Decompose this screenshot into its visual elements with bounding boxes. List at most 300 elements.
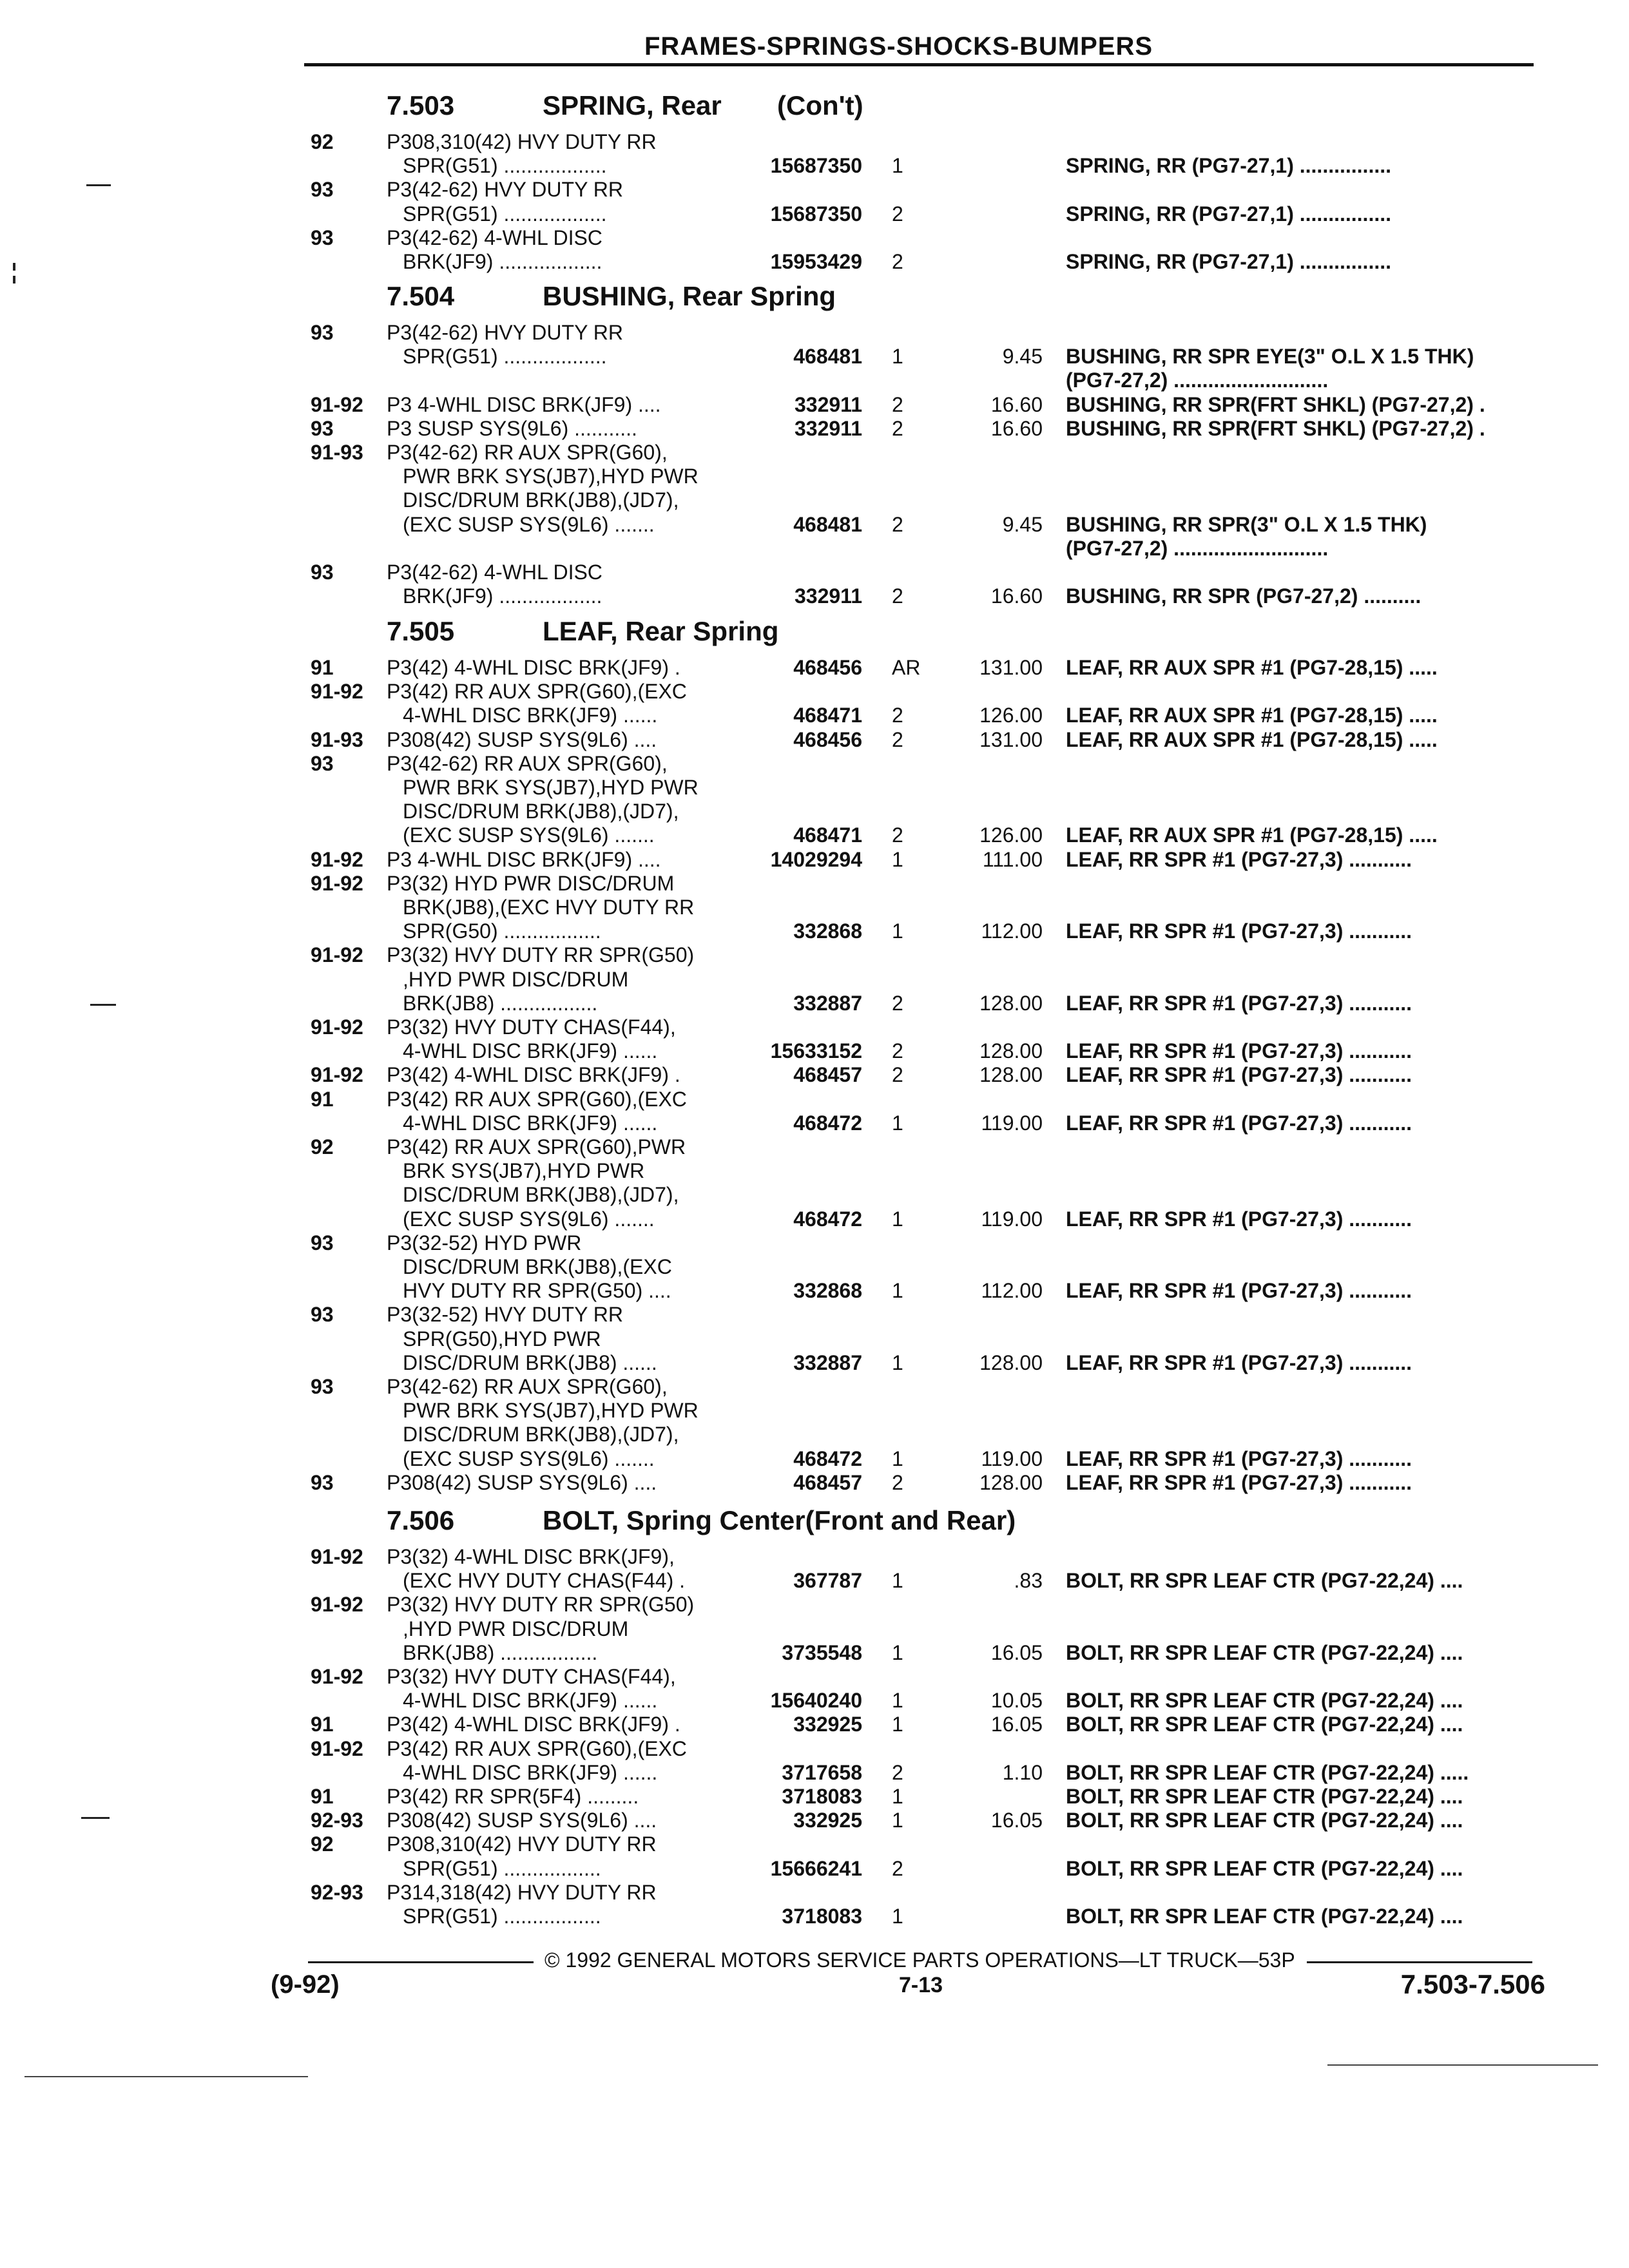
model-year: 91-92 xyxy=(311,848,363,871)
description: LEAF, RR SPR #1 (PG7-27,3) ........... xyxy=(1066,1039,1412,1062)
section-number: 7.503 xyxy=(387,90,455,120)
quantity: 1 xyxy=(892,1447,903,1470)
model-year: 91 xyxy=(311,656,334,679)
part-line xyxy=(0,943,1629,968)
model-year: 92-93 xyxy=(311,1809,363,1832)
model-year: 93 xyxy=(311,417,334,440)
application: P3(32) HVY DUTY RR SPR(G50) xyxy=(387,1593,695,1616)
model-year: 91-92 xyxy=(311,1665,363,1688)
application: (EXC SUSP SYS(9L6) ....... xyxy=(403,1447,655,1470)
price: 16.60 xyxy=(990,417,1043,440)
application: P3(42) 4-WHL DISC BRK(JF9) . xyxy=(387,656,680,679)
part-number: 332887 xyxy=(793,992,862,1015)
model-year: 93 xyxy=(311,561,334,584)
quantity: AR xyxy=(892,656,921,679)
quantity: 1 xyxy=(892,1207,903,1231)
description: BOLT, RR SPR LEAF CTR (PG7-22,24) .... xyxy=(1066,1905,1463,1928)
application: P3(32) HYD PWR DISC/DRUM xyxy=(387,872,675,895)
part-line xyxy=(0,1303,1629,1327)
part-number: 468472 xyxy=(793,1207,862,1231)
application: ,HYD PWR DISC/DRUM xyxy=(403,968,629,991)
price: 128.00 xyxy=(979,1039,1043,1062)
description: LEAF, RR SPR #1 (PG7-27,3) ........... xyxy=(1066,1063,1412,1086)
model-year: 93 xyxy=(311,226,334,249)
application: P3(32) 4-WHL DISC BRK(JF9), xyxy=(387,1545,675,1568)
application: P308,310(42) HVY DUTY RR xyxy=(387,1832,657,1856)
application: PWR BRK SYS(JB7),HYD PWR xyxy=(403,776,699,799)
quantity: 1 xyxy=(892,154,903,177)
application: P3(32-52) HYD PWR xyxy=(387,1231,582,1254)
application: P3(32) HVY DUTY RR SPR(G50) xyxy=(387,943,695,966)
section-number: 7.504 xyxy=(387,281,455,311)
price: 112.00 xyxy=(981,919,1043,943)
part-line xyxy=(0,1881,1629,1905)
part-line xyxy=(0,584,1629,609)
part-line xyxy=(0,968,1629,992)
price: 1.10 xyxy=(1002,1761,1043,1784)
application: SPR(G51) .................. xyxy=(403,202,607,226)
price: 128.00 xyxy=(979,1063,1043,1086)
application: SPR(G51) .................. xyxy=(403,345,607,368)
application: P3(32-52) HVY DUTY RR xyxy=(387,1303,623,1326)
part-line xyxy=(0,1063,1629,1088)
application: 4-WHL DISC BRK(JF9) ...... xyxy=(403,1761,658,1784)
quantity: 1 xyxy=(892,1689,903,1712)
application: P3(42) RR AUX SPR(G60),(EXC xyxy=(387,1737,687,1760)
application: DISC/DRUM BRK(JB8),(JD7), xyxy=(403,1423,679,1446)
quantity: 1 xyxy=(892,1785,903,1808)
part-line xyxy=(0,800,1629,824)
model-year: 91-93 xyxy=(311,728,363,751)
application: SPR(G51) ................. xyxy=(403,1857,601,1880)
part-number: 332925 xyxy=(793,1713,862,1736)
application: P3(42-62) 4-WHL DISC xyxy=(387,561,602,584)
price: 112.00 xyxy=(981,1279,1043,1302)
part-line xyxy=(0,345,1629,369)
description: BUSHING, RR SPR(FRT SHKL) (PG7-27,2) . xyxy=(1066,417,1485,440)
footer-copyright: © 1992 GENERAL MOTORS SERVICE PARTS OPERATIONS—LT TRUCK—53P xyxy=(545,1948,1295,1972)
price: 16.05 xyxy=(990,1809,1043,1832)
price: 131.00 xyxy=(979,656,1043,679)
description: BOLT, RR SPR LEAF CTR (PG7-22,24) ..... xyxy=(1066,1761,1469,1784)
part-line xyxy=(0,1447,1629,1472)
application: SPR(G51) ................. xyxy=(403,1905,601,1928)
application: BRK(JB8) ................. xyxy=(403,992,598,1015)
part-line xyxy=(0,1593,1629,1617)
application: ,HYD PWR DISC/DRUM xyxy=(403,1617,629,1640)
price: 111.00 xyxy=(982,848,1043,871)
quantity: 2 xyxy=(892,823,903,847)
application: BRK(JF9) .................. xyxy=(403,250,602,273)
quantity: 2 xyxy=(892,202,903,226)
application: P308(42) SUSP SYS(9L6) .... xyxy=(387,1809,657,1832)
description: LEAF, RR SPR #1 (PG7-27,3) ........... xyxy=(1066,1351,1412,1374)
part-line xyxy=(0,896,1629,920)
application: BRK(JB8),(EXC HVY DUTY RR xyxy=(403,896,695,919)
part-number: 14029294 xyxy=(770,848,862,871)
price: 128.00 xyxy=(979,992,1043,1015)
part-line xyxy=(0,1015,1629,1040)
part-line xyxy=(0,728,1629,753)
part-number: 468457 xyxy=(793,1063,862,1086)
application: 4-WHL DISC BRK(JF9) ...... xyxy=(403,1039,658,1062)
application: P314,318(42) HVY DUTY RR xyxy=(387,1881,657,1904)
footer-section-range: 7.503-7.506 xyxy=(1400,1969,1545,1999)
quantity: 1 xyxy=(892,345,903,368)
quantity: 1 xyxy=(892,848,903,871)
model-year: 91-92 xyxy=(311,1737,363,1760)
quantity: 1 xyxy=(892,1905,903,1928)
description: BOLT, RR SPR LEAF CTR (PG7-22,24) .... xyxy=(1066,1641,1463,1664)
section-title: SPRING, Rear xyxy=(543,90,722,120)
footer-date: (9-92) xyxy=(271,1970,340,1999)
application: P3(42-62) HVY DUTY RR xyxy=(387,178,623,201)
part-number: 468471 xyxy=(793,704,862,727)
part-line xyxy=(0,1327,1629,1352)
price: 10.05 xyxy=(990,1689,1043,1712)
description: (PG7-27,2) ........................... xyxy=(1066,537,1329,560)
model-year: 91-93 xyxy=(311,441,363,464)
application: P3(42) RR AUX SPR(G60),PWR xyxy=(387,1135,686,1158)
part-line xyxy=(0,1761,1629,1785)
part-number: 468471 xyxy=(793,823,862,847)
description: BOLT, RR SPR LEAF CTR (PG7-22,24) .... xyxy=(1066,1809,1463,1832)
quantity: 2 xyxy=(892,992,903,1015)
application: SPR(G51) .................. xyxy=(403,154,607,177)
part-line xyxy=(0,1545,1629,1570)
application: PWR BRK SYS(JB7),HYD PWR xyxy=(403,1399,699,1422)
part-number: 367787 xyxy=(793,1569,862,1592)
part-line xyxy=(0,1159,1629,1184)
part-number: 15666241 xyxy=(770,1857,862,1880)
part-line xyxy=(0,1471,1629,1495)
quantity: 2 xyxy=(892,1039,903,1062)
application: (EXC SUSP SYS(9L6) ....... xyxy=(403,513,655,536)
footer-page-number: 7-13 xyxy=(899,1973,943,1997)
model-year: 93 xyxy=(311,1375,334,1398)
application: BRK(JB8) ................. xyxy=(403,1641,598,1664)
part-line xyxy=(0,1183,1629,1207)
part-line xyxy=(0,680,1629,704)
model-year: 92 xyxy=(311,130,334,153)
part-number: 15640240 xyxy=(770,1689,862,1712)
part-number: 15687350 xyxy=(770,154,862,177)
part-line xyxy=(0,1857,1629,1881)
part-number: 3717658 xyxy=(782,1761,862,1784)
quantity: 2 xyxy=(892,513,903,536)
section-heading xyxy=(0,1505,1629,1539)
part-line xyxy=(0,226,1629,251)
part-line xyxy=(0,465,1629,489)
model-year: 93 xyxy=(311,178,334,201)
quantity: 1 xyxy=(892,1713,903,1736)
price: .83 xyxy=(1014,1569,1043,1592)
part-line xyxy=(0,704,1629,728)
part-line xyxy=(0,992,1629,1016)
model-year: 93 xyxy=(311,321,334,344)
section-number: 7.506 xyxy=(387,1505,455,1535)
model-year: 92 xyxy=(311,1135,334,1158)
part-line xyxy=(0,1088,1629,1112)
description: BOLT, RR SPR LEAF CTR (PG7-22,24) .... xyxy=(1066,1785,1463,1808)
description: LEAF, RR SPR #1 (PG7-27,3) ........... xyxy=(1066,1207,1412,1231)
part-line xyxy=(0,1207,1629,1232)
part-line xyxy=(0,1785,1629,1809)
part-line xyxy=(0,1569,1629,1593)
model-year: 93 xyxy=(311,1471,334,1494)
model-year: 91 xyxy=(311,1713,334,1736)
price: 131.00 xyxy=(979,728,1043,751)
price: 126.00 xyxy=(979,704,1043,727)
application: (EXC SUSP SYS(9L6) ....... xyxy=(403,823,655,847)
part-number: 15953429 xyxy=(770,250,862,273)
part-line xyxy=(0,1713,1629,1737)
description: BUSHING, RR SPR EYE(3" O.L X 1.5 THK) xyxy=(1066,345,1474,368)
description: BUSHING, RR SPR (PG7-27,2) .......... xyxy=(1066,584,1422,608)
model-year: 91-92 xyxy=(311,1015,363,1039)
part-number: 332911 xyxy=(794,393,862,416)
quantity: 1 xyxy=(892,1809,903,1832)
part-number: 468481 xyxy=(793,345,862,368)
application: BRK(JF9) .................. xyxy=(403,584,602,608)
description: LEAF, RR AUX SPR #1 (PG7-28,15) ..... xyxy=(1066,704,1438,727)
part-line xyxy=(0,1399,1629,1423)
application: SPR(G50),HYD PWR xyxy=(403,1327,601,1350)
application: P3 4-WHL DISC BRK(JF9) .... xyxy=(387,848,661,871)
quantity: 1 xyxy=(892,1569,903,1592)
part-line xyxy=(0,417,1629,441)
description: BOLT, RR SPR LEAF CTR (PG7-22,24) .... xyxy=(1066,1569,1463,1592)
model-year: 93 xyxy=(311,1231,334,1254)
model-year: 93 xyxy=(311,752,334,775)
description: LEAF, RR SPR #1 (PG7-27,3) ........... xyxy=(1066,1471,1412,1494)
application: P3 4-WHL DISC BRK(JF9) .... xyxy=(387,393,661,416)
part-line xyxy=(0,1737,1629,1762)
part-line xyxy=(0,1135,1629,1160)
part-number: 332887 xyxy=(793,1351,862,1374)
application: P3(42) RR AUX SPR(G60),(EXC xyxy=(387,680,687,703)
part-line xyxy=(0,1905,1629,1929)
application: P3(32) HVY DUTY CHAS(F44), xyxy=(387,1015,676,1039)
price: 16.60 xyxy=(990,584,1043,608)
footer-rule-left xyxy=(308,1961,534,1963)
part-line xyxy=(0,369,1629,393)
quantity: 2 xyxy=(892,1761,903,1784)
model-year: 91-92 xyxy=(311,1545,363,1568)
part-line xyxy=(0,1351,1629,1376)
part-line xyxy=(0,130,1629,155)
application: DISC/DRUM BRK(JB8),(EXC xyxy=(403,1255,672,1278)
section-heading xyxy=(0,616,1629,649)
part-line xyxy=(0,561,1629,585)
part-line xyxy=(0,848,1629,872)
quantity: 2 xyxy=(892,1471,903,1494)
part-line xyxy=(0,752,1629,776)
application: DISC/DRUM BRK(JB8),(JD7), xyxy=(403,1183,679,1206)
application: P3(42) RR SPR(5F4) ......... xyxy=(387,1785,639,1808)
quantity: 2 xyxy=(892,1857,903,1880)
description: LEAF, RR AUX SPR #1 (PG7-28,15) ..... xyxy=(1066,823,1438,847)
description: SPRING, RR (PG7-27,1) ................ xyxy=(1066,250,1391,273)
model-year: 92-93 xyxy=(311,1881,363,1904)
part-line xyxy=(0,393,1629,418)
page-title: FRAMES-SPRINGS-SHOCKS-BUMPERS xyxy=(644,32,1153,61)
part-line xyxy=(0,537,1629,561)
part-line xyxy=(0,178,1629,202)
part-line xyxy=(0,1617,1629,1642)
part-number: 332925 xyxy=(793,1809,862,1832)
application: P3(42) RR AUX SPR(G60),(EXC xyxy=(387,1088,687,1111)
section-title: LEAF, Rear Spring xyxy=(543,616,779,646)
part-line xyxy=(0,919,1629,944)
part-line xyxy=(0,1665,1629,1689)
description: SPRING, RR (PG7-27,1) ................ xyxy=(1066,202,1391,226)
application: SPR(G50) ................. xyxy=(403,919,601,943)
model-year: 91 xyxy=(311,1785,334,1808)
quantity: 2 xyxy=(892,584,903,608)
quantity: 1 xyxy=(892,1279,903,1302)
section-number: 7.505 xyxy=(387,616,455,646)
application: P3(42-62) RR AUX SPR(G60), xyxy=(387,752,668,775)
application: P3(42) 4-WHL DISC BRK(JF9) . xyxy=(387,1713,680,1736)
quantity: 2 xyxy=(892,393,903,416)
description: LEAF, RR AUX SPR #1 (PG7-28,15) ..... xyxy=(1066,656,1438,679)
section-heading xyxy=(0,90,1629,124)
part-line xyxy=(0,776,1629,800)
quantity: 2 xyxy=(892,250,903,273)
part-number: 468457 xyxy=(793,1471,862,1494)
header-rule xyxy=(304,63,1534,66)
part-line xyxy=(0,1809,1629,1833)
price: 128.00 xyxy=(979,1351,1043,1374)
application: 4-WHL DISC BRK(JF9) ...... xyxy=(403,1689,658,1712)
quantity: 2 xyxy=(892,728,903,751)
application: P308(42) SUSP SYS(9L6) .... xyxy=(387,1471,657,1494)
application: P3(42-62) RR AUX SPR(G60), xyxy=(387,1375,668,1398)
application: P3(32) HVY DUTY CHAS(F44), xyxy=(387,1665,676,1688)
application: BRK SYS(JB7),HYD PWR xyxy=(403,1159,645,1182)
part-number: 15633152 xyxy=(770,1039,862,1062)
application: (EXC SUSP SYS(9L6) ....... xyxy=(403,1207,655,1231)
part-line xyxy=(0,202,1629,227)
section-continued: (Con't) xyxy=(777,90,863,120)
part-line xyxy=(0,1423,1629,1447)
application: P308(42) SUSP SYS(9L6) .... xyxy=(387,728,657,751)
model-year: 92 xyxy=(311,1832,334,1856)
part-line xyxy=(0,1111,1629,1136)
description: BOLT, RR SPR LEAF CTR (PG7-22,24) .... xyxy=(1066,1713,1463,1736)
price: 126.00 xyxy=(979,823,1043,847)
part-line xyxy=(0,321,1629,345)
part-line xyxy=(0,513,1629,537)
application: PWR BRK SYS(JB7),HYD PWR xyxy=(403,465,699,488)
application: P3(42-62) 4-WHL DISC xyxy=(387,226,602,249)
application: DISC/DRUM BRK(JB8),(JD7), xyxy=(403,800,679,823)
model-year: 91-92 xyxy=(311,943,363,966)
part-line xyxy=(0,1231,1629,1256)
quantity: 2 xyxy=(892,417,903,440)
part-line xyxy=(0,441,1629,465)
quantity: 1 xyxy=(892,919,903,943)
part-number: 468472 xyxy=(793,1111,862,1135)
part-line xyxy=(0,1279,1629,1303)
part-line xyxy=(0,1832,1629,1857)
section-title: BUSHING, Rear Spring xyxy=(543,281,836,311)
description: LEAF, RR SPR #1 (PG7-27,3) ........... xyxy=(1066,992,1412,1015)
model-year: 91-92 xyxy=(311,393,363,416)
price: 119.00 xyxy=(981,1207,1043,1231)
price: 16.60 xyxy=(990,393,1043,416)
model-year: 91 xyxy=(311,1088,334,1111)
description: SPRING, RR (PG7-27,1) ................ xyxy=(1066,154,1391,177)
part-number: 468481 xyxy=(793,513,862,536)
part-number: 468456 xyxy=(793,728,862,751)
description: LEAF, RR SPR #1 (PG7-27,3) ........... xyxy=(1066,919,1412,943)
bottom-rule-right xyxy=(1327,2064,1598,2066)
part-number: 332911 xyxy=(794,584,862,608)
part-number: 3735548 xyxy=(782,1641,862,1664)
part-line xyxy=(0,154,1629,178)
model-year: 91-92 xyxy=(311,1593,363,1616)
model-year: 91-92 xyxy=(311,680,363,703)
part-number: 3718083 xyxy=(782,1905,862,1928)
part-line xyxy=(0,1039,1629,1064)
description: LEAF, RR SPR #1 (PG7-27,3) ........... xyxy=(1066,1279,1412,1302)
application: DISC/DRUM BRK(JB8),(JD7), xyxy=(403,488,679,512)
part-line xyxy=(0,872,1629,896)
application: DISC/DRUM BRK(JB8) ...... xyxy=(403,1351,657,1374)
description: BUSHING, RR SPR(3" O.L X 1.5 THK) xyxy=(1066,513,1427,536)
model-year: 91-92 xyxy=(311,872,363,895)
application: (EXC HVY DUTY CHAS(F44) . xyxy=(403,1569,686,1592)
quantity: 1 xyxy=(892,1641,903,1664)
part-line xyxy=(0,250,1629,274)
application: P308,310(42) HVY DUTY RR xyxy=(387,130,657,153)
model-year: 93 xyxy=(311,1303,334,1326)
section-heading xyxy=(0,281,1629,314)
application: P3(42) 4-WHL DISC BRK(JF9) . xyxy=(387,1063,680,1086)
price: 128.00 xyxy=(979,1471,1043,1494)
model-year: 91-92 xyxy=(311,1063,363,1086)
part-line xyxy=(0,1641,1629,1666)
part-line xyxy=(0,488,1629,513)
part-line xyxy=(0,1375,1629,1399)
section-title: BOLT, Spring Center(Front and Rear) xyxy=(543,1505,1016,1535)
quantity: 1 xyxy=(892,1111,903,1135)
part-number: 15687350 xyxy=(770,202,862,226)
application: 4-WHL DISC BRK(JF9) ...... xyxy=(403,704,658,727)
description: BOLT, RR SPR LEAF CTR (PG7-22,24) .... xyxy=(1066,1689,1463,1712)
description: BUSHING, RR SPR(FRT SHKL) (PG7-27,2) . xyxy=(1066,393,1485,416)
price: 119.00 xyxy=(981,1447,1043,1470)
part-number: 332911 xyxy=(794,417,862,440)
application: HVY DUTY RR SPR(G50) .... xyxy=(403,1279,671,1302)
part-line xyxy=(0,1255,1629,1280)
part-number: 3718083 xyxy=(782,1785,862,1808)
price: 16.05 xyxy=(990,1641,1043,1664)
part-line xyxy=(0,1689,1629,1713)
quantity: 1 xyxy=(892,1351,903,1374)
description: BOLT, RR SPR LEAF CTR (PG7-22,24) .... xyxy=(1066,1857,1463,1880)
price: 9.45 xyxy=(1002,513,1043,536)
quantity: 2 xyxy=(892,1063,903,1086)
part-line xyxy=(0,823,1629,848)
price: 119.00 xyxy=(981,1111,1043,1135)
description: LEAF, RR SPR #1 (PG7-27,3) ........... xyxy=(1066,848,1412,871)
part-number: 332868 xyxy=(793,919,862,943)
application: P3 SUSP SYS(9L6) ........... xyxy=(387,417,637,440)
application: P3(42-62) HVY DUTY RR xyxy=(387,321,623,344)
